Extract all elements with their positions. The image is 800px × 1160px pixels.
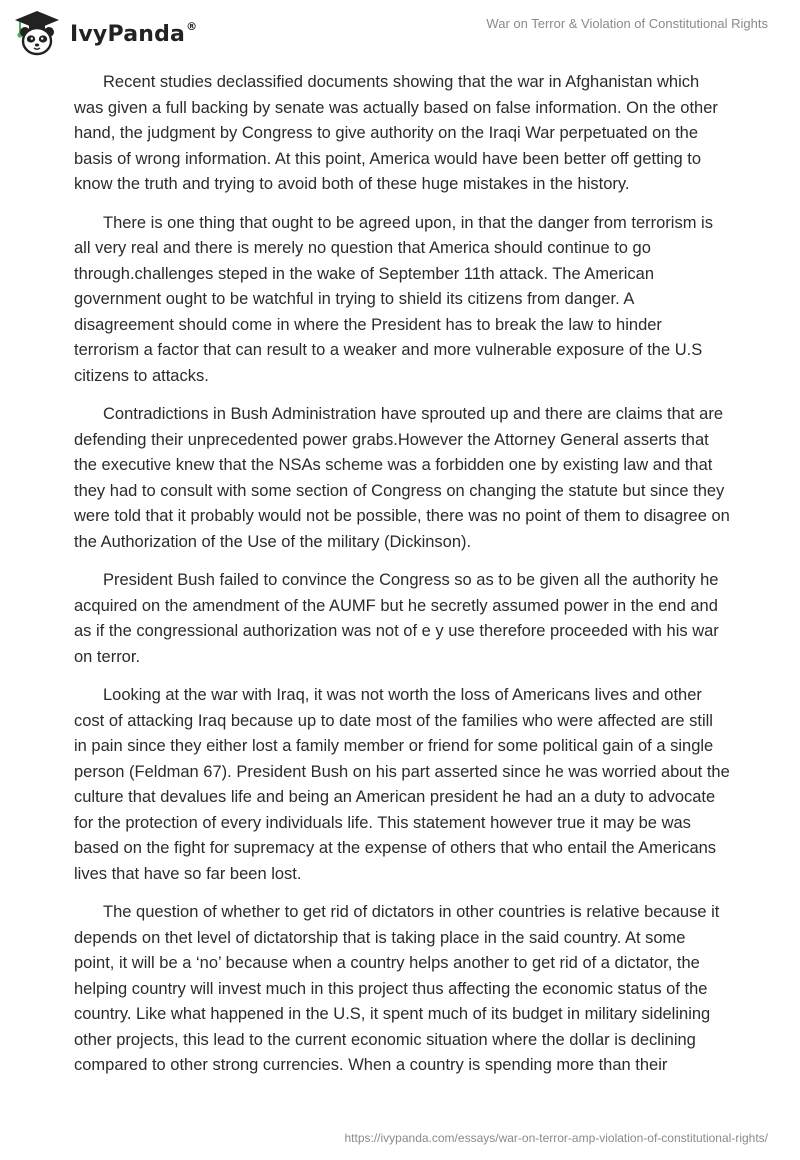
- paragraph: Looking at the war with Iraq, it was not worth the loss of Americans lives and other cost of attacking Iraq because up to date most of the families who were affected are still in pain since they either lost a family member or friend for some political gain of a single person (Feldman 67). President Bush on his part asserted since he was worried about the culture that devalues life and being an American president he had an a duty to advocate for the protection of every individuals life. This statement however true it may be was based on the fight for supremacy at the expense of others that who entail the Americans lives that have so far been lost.: [74, 686, 730, 883]
- brand-name-text: IvyPanda: [70, 21, 186, 47]
- brand-name: [70, 22, 197, 47]
- paragraph: Contradictions in Bush Administration have sprouted up and there are claims that are defending their unprecedented power grabs.However the Attorney General asserts that the executive knew that the NSAs scheme was a forbidden one by existing law and that they had to consult with some section of Congress on changing the statute but since they were told that it probably would not be possible, there was no point of them to disagree on the Authorization of the Use of the military (Dickinson).: [74, 405, 730, 551]
- ivypanda-logo[interactable]: [12, 9, 197, 57]
- source-url[interactable]: https://ivypanda.com/essays/war-on-terror-amp-violation-of-constitutional-rights/: [344, 1131, 768, 1145]
- panda-graduate-icon: [12, 9, 62, 57]
- paragraph: Recent studies declassified documents showing that the war in Afghanistan which was given a full backing by senate was actually based on false information. On the other hand, the judgment by Congress to give authority on the Iraqi War perpetuated on the basis of wrong information. At this point, America would have been better off getting to know the truth and trying to avoid both of these huge mistakes in the history.: [74, 73, 718, 193]
- paragraph: There is one thing that ought to be agreed upon, in that the danger from terrorism is all very real and there is merely no question that America should continue to go through.challenges steped in the wake of September 11th attack. The American government ought to be watchful in trying to shield its citizens from danger. A disagreement should come in where the President has to break the law to hinder terrorism a factor that can result to a weaker and more vulnerable exposure of the U.S citizens to attacks.: [74, 213, 713, 385]
- registered-mark: ®: [186, 20, 198, 34]
- paragraph: President Bush failed to convince the Congress so as to be given all the authority he acquired on the amendment of the AUMF but he secretly assumed power in the end and as if the congressional authorization was not of e y use therefore proceeded with his war on terror.: [74, 571, 719, 666]
- paragraph: The question of whether to get rid of dictators in other countries is relative because it depends on thet level of dictatorship that is taking place in the said country. At some point, it will be a ‘no’ because when a country helps another to get rid of a dictator, the helping country will invest much in this project thus affecting the economic status of the country. Like what happened in the U.S, it spent much of its budget in military sidelining other projects, this lead to the current economic situation where the dollar is declining compared to other strong currencies. When a country is spending more than their: [74, 903, 720, 1074]
- essay-body: [74, 70, 730, 1092]
- page-header: [0, 0, 800, 62]
- document-title: War on Terror & Violation of Constitutional Rights: [486, 16, 768, 31]
